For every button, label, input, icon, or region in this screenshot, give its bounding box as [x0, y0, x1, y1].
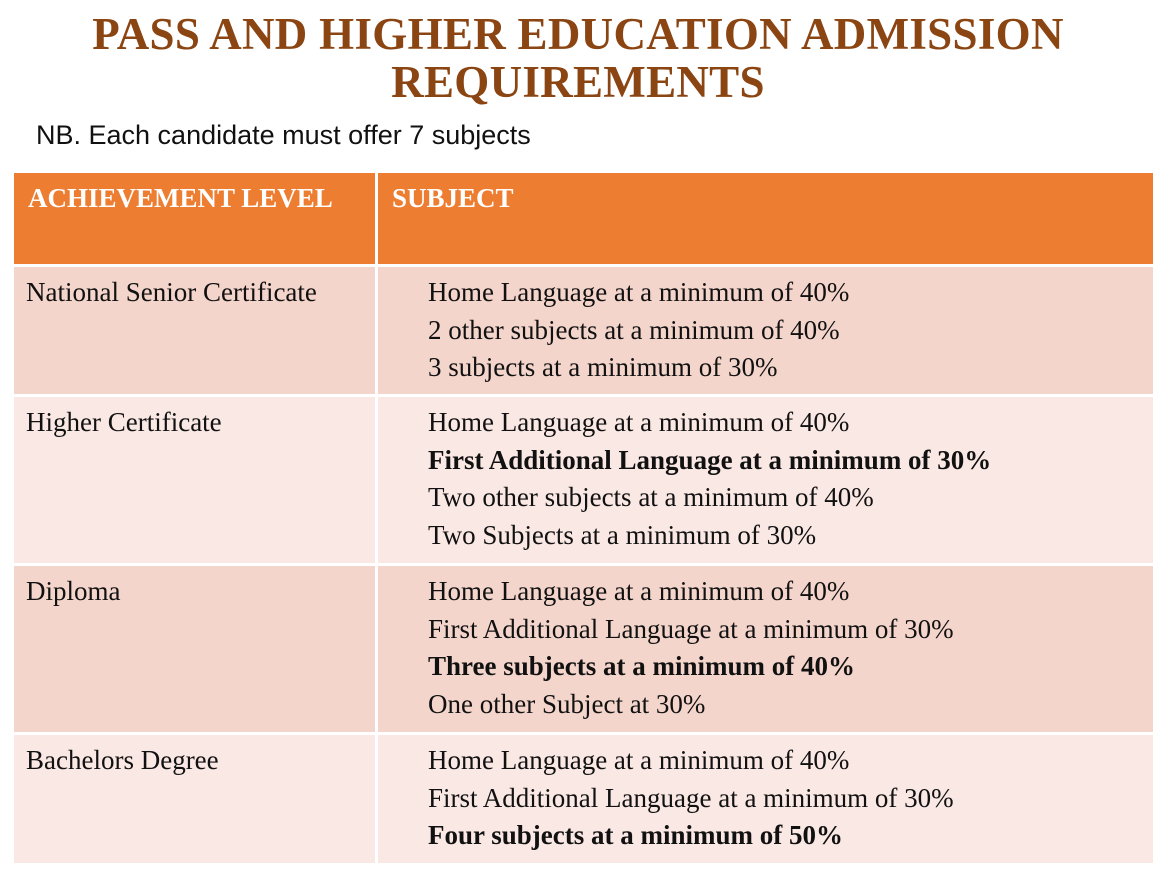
subject-requirements-cell [377, 266, 1155, 396]
subject-requirement: First Additional Language at a minimum of 30% [428, 444, 992, 475]
subject-requirement: Two Subjects at a minimum of 30% [428, 519, 817, 550]
subject-requirements-cell [377, 396, 1155, 565]
subject-requirement: 3 subjects at a minimum of 30% [428, 352, 778, 382]
subject-requirements-cell [377, 734, 1155, 865]
page-title-line-2: REQUIREMENTS [391, 57, 765, 107]
table-header-row [13, 172, 1155, 266]
subject-requirement: First Additional Language at a minimum of 30% [428, 613, 954, 644]
subject-requirement: Home Language at a minimum of 40% [428, 576, 850, 606]
table-row [13, 266, 1155, 396]
subject-requirement: First Additional Language at a minimum of 30% [428, 782, 954, 813]
subject-requirement: Three subjects at a minimum of 40% [428, 651, 855, 681]
subject-requirement: Home Language at a minimum of 40% [428, 407, 850, 437]
header-achievement-level: ACHIEVEMENT LEVEL [13, 172, 377, 266]
page-title [0, 10, 1156, 106]
achievement-level-cell: National Senior Certificate [13, 266, 377, 396]
page-title-line-1: PASS AND HIGHER EDUCATION ADMISSION [92, 9, 1064, 59]
requirements-table [11, 170, 1156, 866]
subject-requirement: Home Language at a minimum of 40% [428, 745, 850, 775]
subject-requirement: Home Language at a minimum of 40% [428, 277, 850, 307]
table-body [13, 266, 1155, 865]
achievement-level-cell: Higher Certificate [13, 396, 377, 565]
note-text: NB. Each candidate must offer 7 subjects [36, 120, 531, 150]
achievement-level-cell: Bachelors Degree [13, 734, 377, 865]
table-row [13, 734, 1155, 865]
achievement-level-cell: Diploma [13, 565, 377, 734]
subject-requirements-cell [377, 565, 1155, 734]
header-subject: SUBJECT [377, 172, 1155, 266]
subject-requirement: One other Subject at 30% [428, 688, 706, 719]
table-row [13, 396, 1155, 565]
subject-requirement: Four subjects at a minimum of 50% [428, 820, 843, 850]
subject-requirement: 2 other subjects at a minimum of 40% [428, 314, 840, 345]
table-row [13, 565, 1155, 734]
subject-requirement: Two other subjects at a minimum of 40% [428, 482, 874, 512]
